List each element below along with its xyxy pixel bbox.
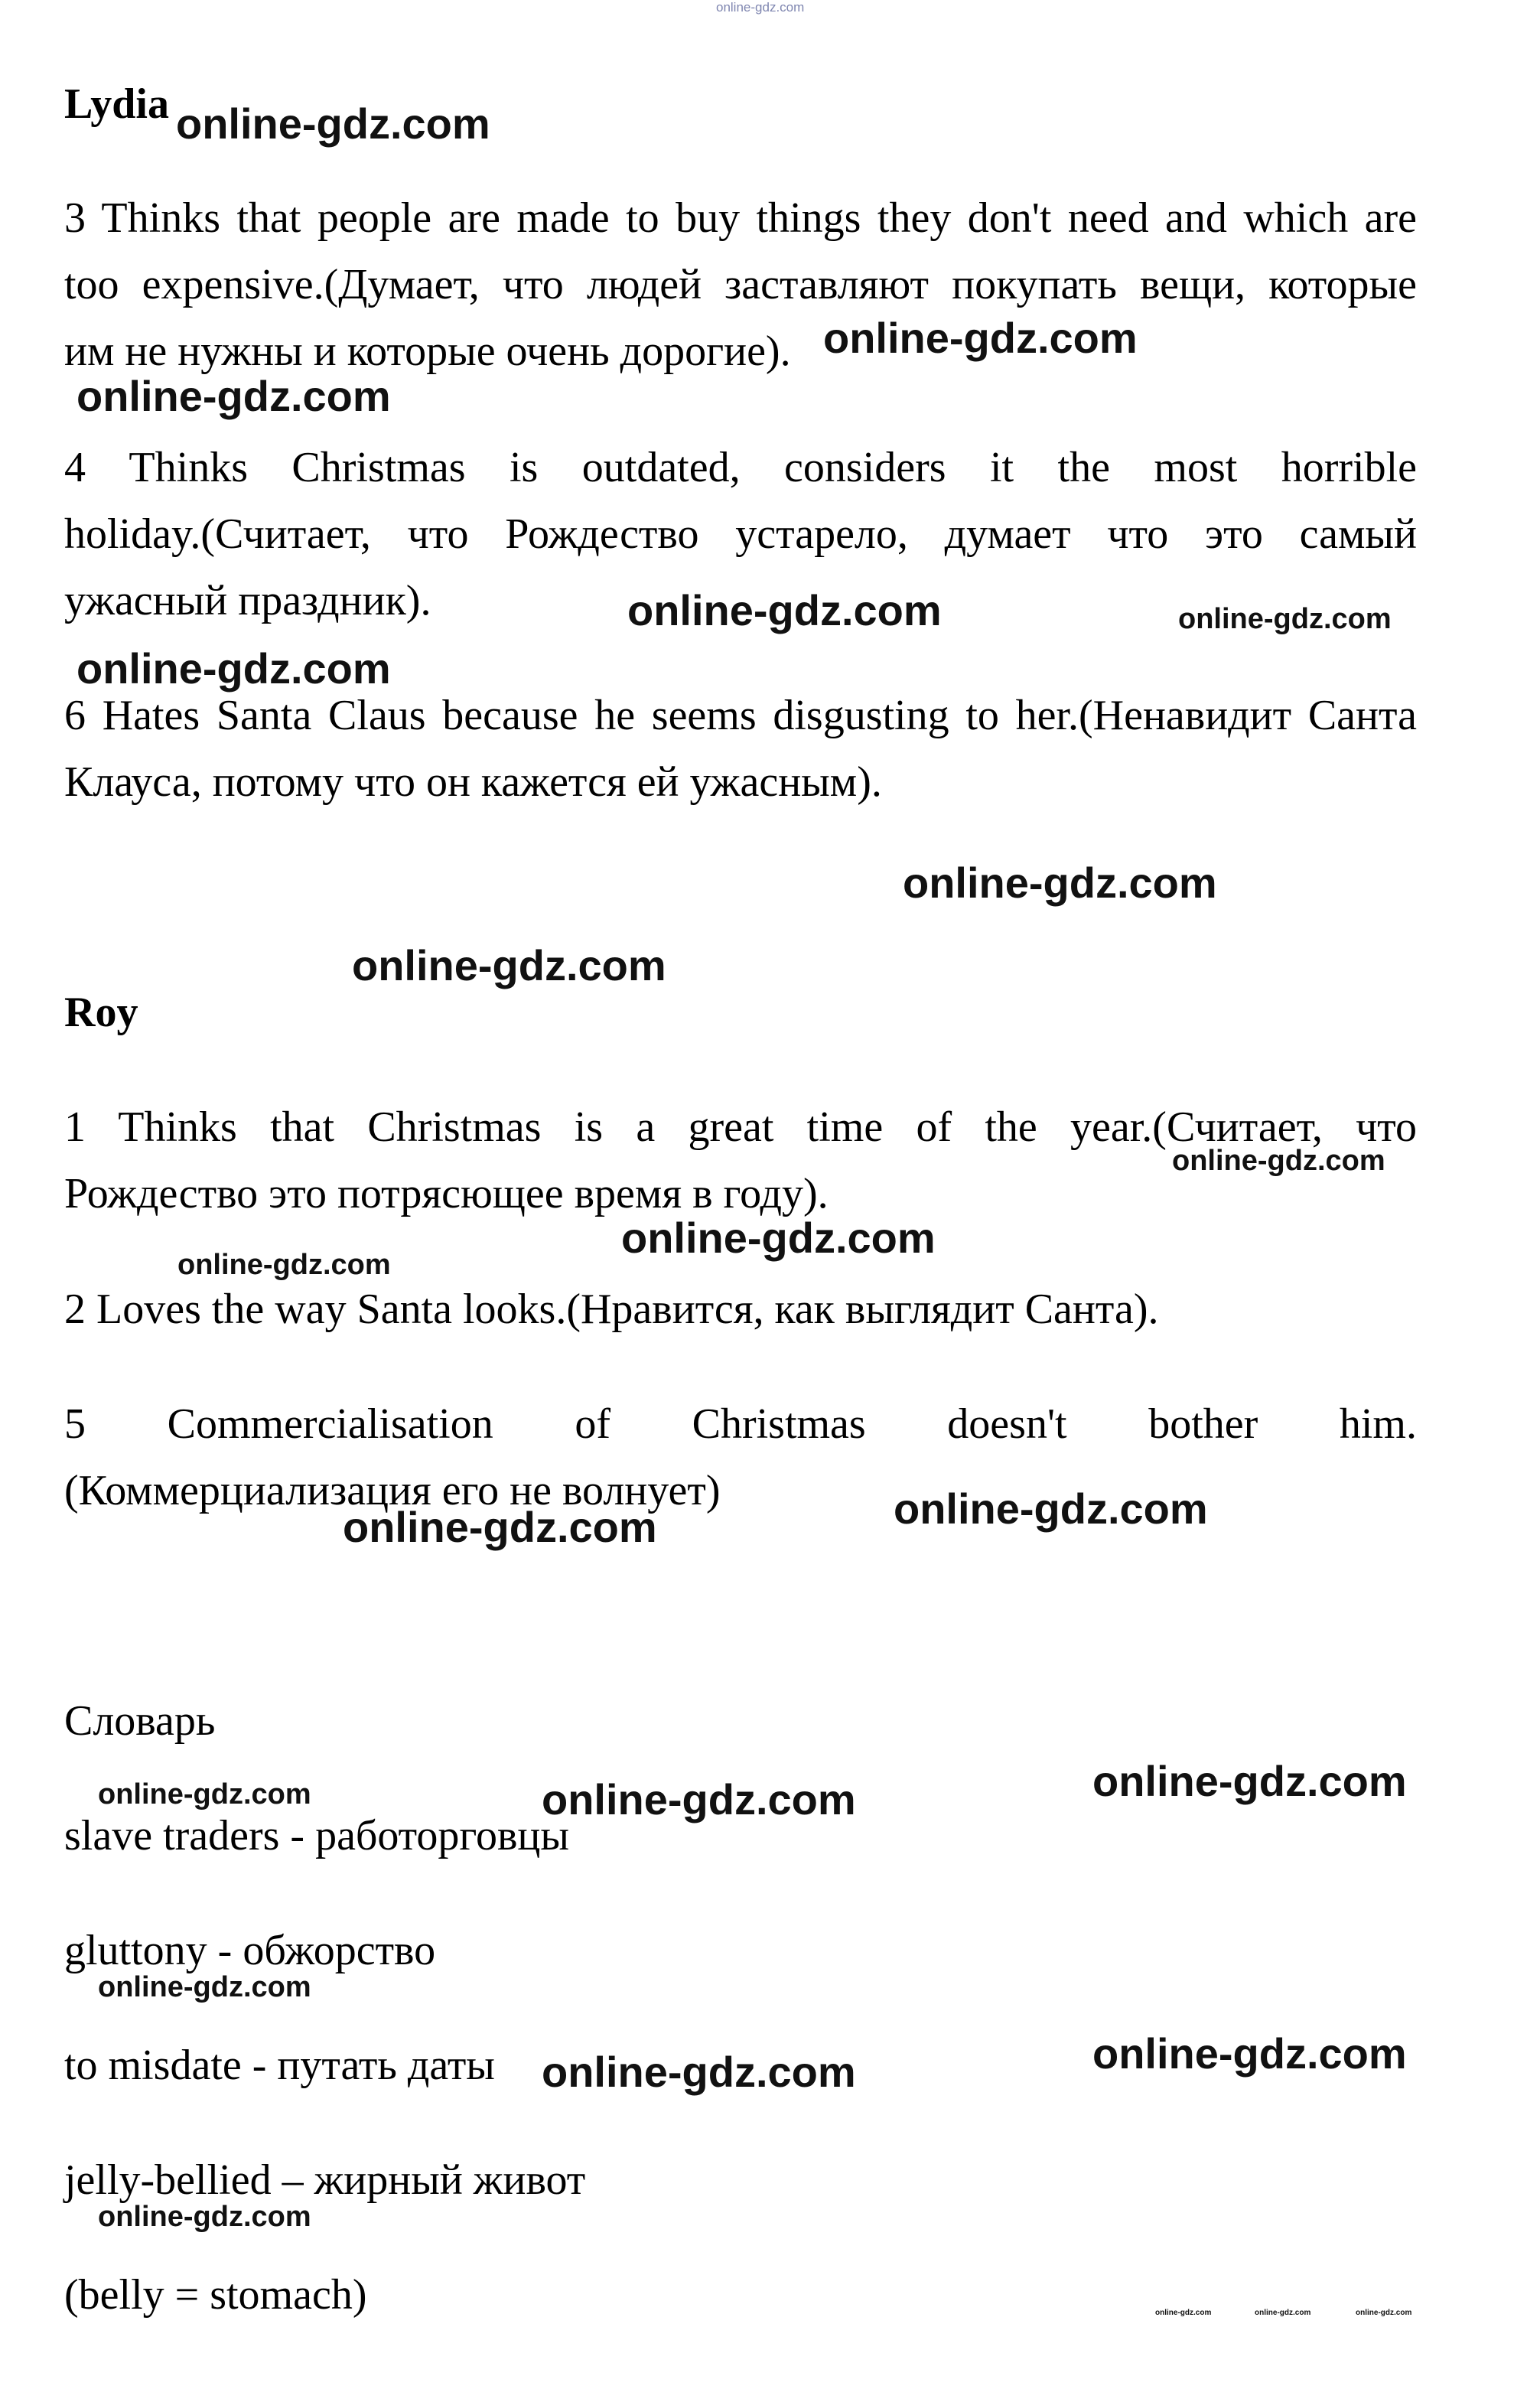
watermark: online-gdz.com bbox=[542, 1775, 856, 1823]
paragraph-line: holiday.(Считает, что Рождество устарело, думает что это самый bbox=[64, 510, 1417, 558]
watermark: online-gdz.com bbox=[621, 1214, 936, 1262]
watermark: online-gdz.com bbox=[177, 1249, 391, 1281]
watermark: online-gdz.com bbox=[627, 586, 942, 634]
vocabulary-entry bbox=[64, 2262, 1417, 2329]
watermark: online-gdz.com bbox=[1155, 2309, 1212, 2317]
watermark: online-gdz.com bbox=[98, 1778, 311, 1810]
paragraph-roy-5 bbox=[64, 1391, 1417, 1524]
watermark: online-gdz.com bbox=[352, 941, 666, 989]
watermark: online-gdz.com bbox=[1092, 1757, 1407, 1805]
watermark: online-gdz.com bbox=[894, 1485, 1208, 1533]
vocabulary-entry-text: (belly = stomach) bbox=[64, 2271, 367, 2319]
paragraph-line: им не нужны и которые очень дорогие). bbox=[64, 328, 791, 375]
watermark: online-gdz.com bbox=[1178, 603, 1392, 635]
vocabulary-title bbox=[64, 1688, 1417, 1755]
watermark: online-gdz.com bbox=[1172, 1145, 1385, 1177]
vocabulary-entry-text: to misdate - путать даты bbox=[64, 2042, 495, 2089]
paragraph-lydia-3 bbox=[64, 185, 1417, 385]
paragraph-line: (Коммерциализация его не волнует) bbox=[64, 1467, 721, 1514]
paragraph-roy-2 bbox=[64, 1276, 1417, 1343]
paragraph-lydia-6 bbox=[64, 683, 1417, 816]
watermark: online-gdz.com bbox=[343, 1503, 657, 1551]
watermark: online-gdz.com bbox=[77, 644, 391, 693]
watermark: online-gdz.com bbox=[1356, 2309, 1412, 2317]
vocabulary-entry-text: jelly-bellied – жирный живот bbox=[64, 2156, 586, 2204]
paragraph-line: 6 Hates Santa Claus because he seems disgusting to her.(Ненавидит Санта bbox=[64, 692, 1417, 739]
watermark: online-gdz.com bbox=[542, 2048, 856, 2096]
section-heading-lydia: Lydia bbox=[64, 80, 169, 128]
paragraph-line: Рождество это потрясющее время в году). bbox=[64, 1170, 829, 1217]
watermark-header: online-gdz.com bbox=[716, 0, 805, 15]
watermark: online-gdz.com bbox=[98, 1971, 311, 2003]
vocabulary-entry-text: slave traders - работорговцы bbox=[64, 1812, 570, 1859]
watermark: online-gdz.com bbox=[176, 99, 490, 148]
vocabulary-title-text: Словарь bbox=[64, 1697, 216, 1745]
paragraph-line: 3 Thinks that people are made to buy things they don't need and which are bbox=[64, 194, 1417, 242]
watermark: online-gdz.com bbox=[1255, 2309, 1311, 2317]
watermark: online-gdz.com bbox=[77, 372, 391, 420]
paragraph-line: Клауса, потому что он кажется ей ужасным). bbox=[64, 758, 882, 806]
watermark: online-gdz.com bbox=[823, 314, 1138, 362]
paragraph-line: 1 Thinks that Christmas is a great time of the year.(Считает, что bbox=[64, 1103, 1417, 1151]
paragraph-line: 5 Commercialisation of Christmas doesn't bother him. bbox=[64, 1400, 1417, 1448]
vocabulary-entry-text: gluttony - обжорство bbox=[64, 1927, 436, 1974]
paragraph-line: too expensive.(Думает, что людей заставляют покупать вещи, которые bbox=[64, 261, 1417, 308]
watermark: online-gdz.com bbox=[903, 859, 1217, 907]
watermark: online-gdz.com bbox=[98, 2201, 311, 2233]
section-heading-roy: Roy bbox=[64, 989, 138, 1036]
watermark: online-gdz.com bbox=[1092, 2029, 1407, 2078]
paragraph-line: ужасный праздник). bbox=[64, 577, 431, 624]
paragraph-line: 4 Thinks Christmas is outdated, considers it the most horrible bbox=[64, 444, 1417, 491]
paragraph-line: 2 Loves the way Santa looks.(Нравится, как выглядит Санта). bbox=[64, 1286, 1159, 1333]
